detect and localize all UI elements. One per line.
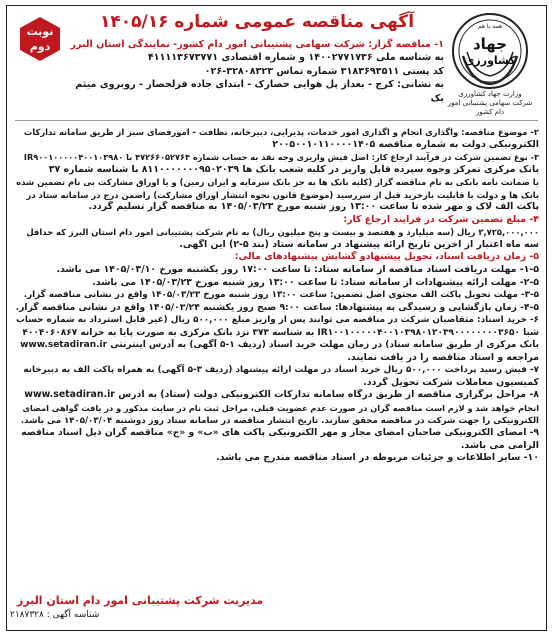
logo-word-2: کشاورزی (464, 54, 516, 67)
notice-id: شناسه آگهی : ۲۱۸۷۳۲۸ (10, 610, 100, 620)
body-line: ۸- مراحل برگزاری مناقصه از طریق درگاه سامانه تدارکات الکترونیکی دولت (ستاد) به آدرس www.setadiran.ir (24, 389, 539, 401)
round-badge (19, 16, 61, 62)
notice-body (15, 126, 539, 465)
badge-line-1: نوبت (26, 25, 54, 38)
body-line: ۳- نوع تضمین شرکت در فرآیند ارجاع کار: اصل فیش واریزی وجه نقد به حساب شماره ۴۷۲۶۶۰۵۲۷۶۴ با IR۹۰۰۱۰۰۰۰۰۴۰۰۱۰۳۹۸۰ (23, 152, 539, 163)
jahad-logo (444, 12, 536, 116)
body-line: ۲-۵- مهلت ارائه پیشنهادات از سامانه ستاد: تا ساعت ۱۳:۰۰ روز شنبه مورخ ۱۴۰۵/۰۳/۲۳ می باشد. (92, 276, 539, 288)
body-line: ۵- زمان دریافت اسناد، تحویل پیشنهادو گشایش پیشنهادهای مالی: (234, 251, 539, 263)
tender-notice (6, 5, 547, 631)
body-line: ۲- موضوع مناقصه: واگذاری انجام و اگذاری امور خدمات، پذیرایی، دبیرخانه، نظافت - امورفضای سبز از طریق سامانه تدارکات (23, 127, 539, 137)
body-line: ۷- فیش رسید پرداخت ۵۰۰,۰۰۰ ریال خرید اسناد در مهلت ارائه پیشنهاد (ردیف ۳-۵ آگهی) به همراه پاکت الف به دبیرخانه (23, 365, 539, 376)
badge-line-2: دوم (29, 40, 51, 53)
body-line: کمیسیون معاملات شرکت تحویل گردد. (363, 376, 539, 388)
body-line: یا ضمانت نامه بانکی به نام مناقصه گزار (کلیه بانک ها به جز بانک سرمایه و ایران زمین) و یا اوراق مشارکت بی نام تضمین شده (16, 177, 539, 188)
notice-title: آگهی مناقصه عمومی شماره ۱۴۰۵/۱۶ (99, 12, 415, 32)
logo-top-text: همه با هم (477, 23, 503, 30)
body-line: انجام خواهد شد و لازم است مناقصه گران در صورت عدم عضویت قبلی، مراحل ثبت نام در سایت مذکور و در یافت گواهی امضای (22, 403, 539, 414)
badge-shape-icon (19, 16, 61, 62)
header-line: کد پستی ۳۱۸۳۶۹۳۵۱۱ شماره تماس ۳۲۸۰۸۳۲۳-۰۲۶ (204, 65, 444, 77)
body-line: ۴- مبلغ تضمین شرکت در فرآیند ارجاع کار: (343, 213, 539, 225)
wheat-emblem-icon (451, 12, 529, 90)
logo-caption-2: شرکت سهامی پشتیبانی امور دام کشور (447, 99, 533, 116)
body-line: بانک ها و دولت با قابلیت بازخرید قبل از سررسید (موضوع قانون نحوه انتشار اوراق مشارکت) راضمن درج در سامانه ستاد در (26, 189, 539, 200)
header-divider (15, 120, 538, 121)
tenderer-info (69, 38, 444, 105)
body-line: پاکت الف لاک و مهر شده تا ساعت ۱۳:۰۰ روز شنبه مورخ ۱۴۰۵/۰۳/۲۳ به مناقصه گزار تسلیم گردد. (88, 201, 539, 213)
body-line: بانک مرکزی تمرکز وجوه سپرده قابل واریز در کلیه شعب بانک ها ۸۱۱۰۰۰۰۰۰۰۹۵۰۲۰۳۹ با شناسه شماره ۳۷ (48, 163, 539, 175)
body-line: ۳-۵- مهلت تحویل پاکت الف محتوی اصل تضمین: ساعت ۱۳:۰۰ روز شنبه مورخ ۱۴۰۵/۰۳/۲۳ واقع در نشانی مناقصه گزار. (23, 290, 539, 301)
body-line: الکترونیکی را جهت شرکت در مناقصه محقق سازند. تاریخ انتشار مناقصه در سامانه ستاد روز دوشنبه ۱۴۰۵/۰۳/۰۴ می باشد. (20, 415, 539, 426)
body-line: الکترونیکی دولت به شماره مناقصه ۲۰۰۵۰۰۱۰۱۱۰۰۰۰۱۴۰۵ (272, 138, 539, 150)
signature: مدیریت شرکت پشتیبانی امور دام استان البرز (17, 594, 264, 607)
header-line: به شناسه ملی ۱۴۰۰۲۷۷۱۷۳۶ و شماره اقتصادی ۴۱۱۱۱۳۶۷۳۷۷۱ (147, 52, 444, 64)
body-line: الزامی می باشد. (460, 439, 539, 451)
body-line: ۶- خرید اسناد: متقاضیان شرکت در مناقصه می توانند پس از واریز مبلغ ۵۰۰,۰۰۰ ریال (غیر قابل استرداد به شماره حساب (16, 315, 539, 326)
logo-caption-1: وزارت جهاد کشاورزی (458, 90, 522, 98)
notice-header (7, 6, 546, 118)
body-line: مراجعه و اسناد مناقصه را در یافت نمایند. (347, 351, 539, 363)
body-line: ۱۰- سایر اطلاعات و جزئیات مربوطه در اسناد مناقصه مندرج می باشد. (216, 452, 539, 464)
logo-word-1: جهاد (472, 35, 508, 53)
body-line: شبا IR۱۰۰۱۰۰۰۰۰۴۰۰۱۰۳۹۸۰۱۲۰۳۹۰۰۰۰۰۰۰۰۳۶۵۰ به شناسه ۳۷۳ نزد بانک مرکزی به صورت پایا به خزانه ۴۰۰۴۰۶۰۸۶۷ (22, 327, 539, 338)
body-line: ۳,۷۲۵,۰۰۰,۰۰۰ ریال (سه میلیارد و هفتصد و بیست و پنج میلیون ریال) به نام شرکت پشتیبانی امور دام استان البرز که حداقل (26, 227, 539, 238)
header-line: ۱- مناقصه گزار: شرکت سهامی پشتیبانی امور دام کشور- نمایندگی استان البرز (70, 39, 444, 50)
header-line: به نشانی: کرج - بعداز پل هوایی حصارک - ابتدای جاده قزلحصار - روبروی میثم یک (75, 79, 444, 104)
body-line: ۴-۵- زمان بازگشایی و رسیدگی به پیشنهادها: ساعت ۹:۰۰ صبح روز یکشنبه ۱۴۰۵/۰۳/۲۴ واقع در نشانی مناقصه گزار. (15, 301, 539, 313)
body-line: ۱-۵- مهلت دریافت اسناد مناقصه از سامانه ستاد: تا ساعت ۱۷:۰۰ روز یکشنبه مورخ ۱۴۰۵/۰۳/۱۰ می باشد. (56, 264, 539, 276)
body-line: ۹- امضای الکترونیکی صاحبان امضای مجاز و مهر الکترونیکی پاکت های «ب» و «ج» مناقصه گران ذیل اسناد مناقصه (21, 427, 539, 439)
body-line: بانک مرکزی از طریق سامانه ستاد) در زمان مهلت خرید اسناد (ردیف ۱-۵ آگهی) به آدرس اینترنتی www.setadiran.ir (20, 340, 539, 351)
body-line: سه ماه اعتبار از آخرین تاریخ ارائه پیشنهاد در سامانه ستاد (بند ۵-۲) این آگهی. (179, 238, 539, 250)
